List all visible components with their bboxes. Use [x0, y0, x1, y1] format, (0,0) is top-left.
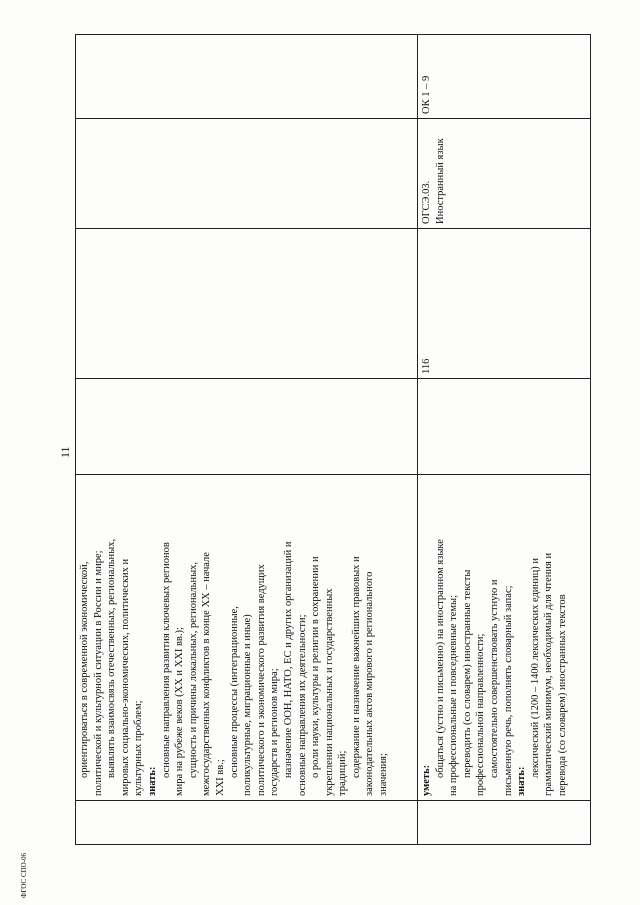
content-line: основные направления развития ключевых регионов — [160, 542, 172, 778]
table-row — [418, 35, 591, 845]
content-line: основные направления их деятельности; — [296, 614, 308, 796]
content-line: политической и культурной ситуации в России и мире; — [92, 550, 104, 796]
footer-label: ФГОС СПО-06 — [20, 852, 28, 898]
content-line: знать: — [516, 766, 528, 796]
competencies-cell — [76, 35, 418, 119]
table-row — [76, 35, 418, 845]
competencies-cell: ОК 1 – 9 — [418, 35, 591, 119]
content-line: культурных проблем; — [133, 700, 145, 796]
content-line: XXI вв.; — [214, 759, 226, 796]
content-line: политического и экономического развития ведущих — [255, 564, 267, 796]
discipline-cell — [418, 119, 591, 229]
empty-index-cell — [76, 801, 418, 845]
discipline-name: Иностранный язык — [434, 138, 446, 224]
content-line: значения; — [378, 753, 390, 796]
content-line: на профессиональные и повседневные темы; — [448, 594, 460, 796]
content-line: укреплении национальных и государственных — [323, 588, 335, 796]
hours-cell: 116 — [418, 229, 591, 379]
content-line: самостоятельно совершенствовать устную и — [488, 579, 500, 778]
hours-cell — [76, 229, 418, 379]
page-number: 11 — [58, 446, 72, 458]
content-line: сущность и причины локальных, региональных, — [187, 561, 199, 778]
content-cell — [418, 475, 591, 801]
content-line: мировых социально-экономических, политических и — [119, 558, 131, 796]
content-line: выявлять взаимосвязь отечественных, региональных, — [106, 538, 118, 778]
curriculum-table — [75, 34, 591, 845]
content-line: знать: — [146, 766, 158, 796]
content-line: о роли науки, культуры и религии в сохранении и — [310, 556, 322, 778]
discipline-code: ОГСЭ.03. — [421, 180, 432, 224]
content-line: переводить (со словарем) иностранные тексты — [461, 569, 473, 778]
content-line: перевода (со словарем) иностранных текстов — [556, 594, 568, 796]
content-cell — [76, 475, 418, 801]
empty-index-cell — [418, 801, 591, 845]
content-line: письменную речь, пополнять словарный запас; — [502, 585, 514, 796]
content-line: мира на рубеже веков (XX и XXI вв.); — [174, 627, 186, 796]
content-line: общаться (устно и письменно) на иностранном языке — [434, 539, 446, 778]
content-line: законодательных актов мирового и регионального — [364, 571, 376, 796]
content-line: государств и регионов мира; — [269, 668, 281, 796]
content-line: назначение ООН, НАТО, ЕС и других организаций и — [282, 541, 294, 778]
rotated-table-sheet — [75, 35, 590, 845]
content-line: профессиональной направленности; — [475, 633, 487, 796]
content-line: лексический (1200 – 1400 лексических единиц) и — [529, 557, 541, 778]
content-line: содержание и назначение важнейших правовых и — [350, 556, 362, 778]
content-line: межгосударственных конфликтов в конце XX – начале — [201, 552, 213, 796]
content-line: основные процессы (интеграционные, — [228, 606, 240, 778]
content-line: традиций; — [337, 750, 349, 796]
empty-cell — [76, 379, 418, 475]
empty-cell — [418, 379, 591, 475]
content-line: грамматический минимум, необходимый для чтения и — [543, 552, 555, 796]
content-line: уметь: — [421, 764, 432, 796]
content-lines — [420, 479, 570, 796]
content-lines — [78, 479, 391, 796]
discipline-cell — [76, 119, 418, 229]
content-line: ориентироваться в современной экономической, — [79, 561, 90, 778]
content-line: поликультурные, миграционные и иные) — [242, 614, 254, 796]
